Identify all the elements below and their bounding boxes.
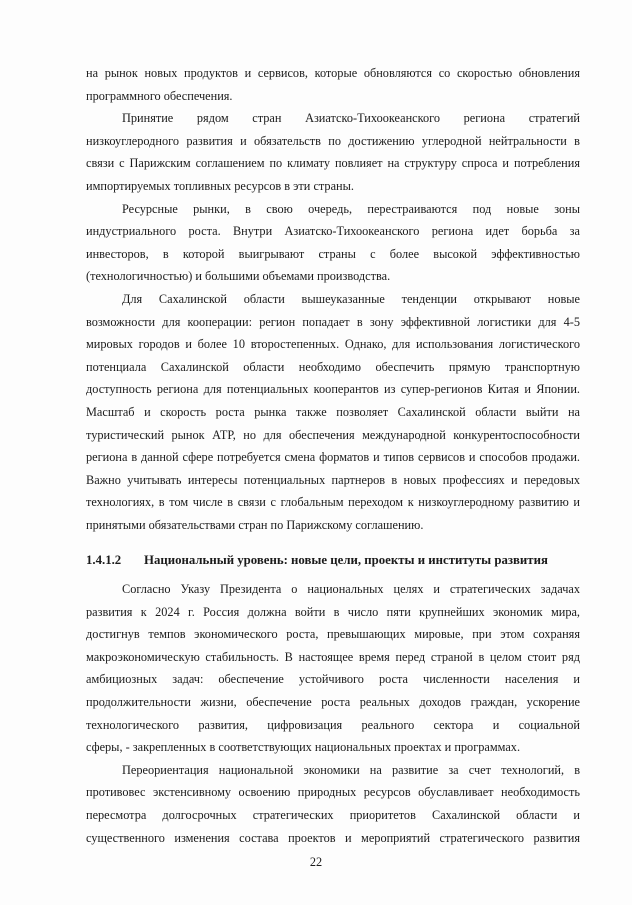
text-line: связи с Парижским соглашением по климату повлияет на структуру спроса и потребления (86, 156, 580, 171)
text-line: низкоуглеродного развития и обязательств по достижению углеродной нейтральности в (86, 133, 580, 148)
text-line: пересмотра долгосрочных стратегических приоритетов Сахалинской области и (86, 808, 580, 822)
paragraph (86, 107, 580, 197)
text-line: Ресурсные рынки, в свою очередь, перестраиваются под новые зоны (122, 201, 580, 216)
text-line: (технологичностью) и большими объемами производства. (86, 269, 391, 284)
paragraph (86, 578, 580, 759)
text-line: продолжительности жизни, обеспечение роста реальных доходов граждан, ускорение (86, 695, 580, 710)
text-line: развития к 2024 г. Россия должна войти в число пяти крупнейших экономик мира, (86, 604, 580, 619)
section-title: Национальный уровень: новые цели, проекты и институты развития (144, 553, 548, 568)
text-line: на рынок новых продуктов и сервисов, которые обновляются со скоростью обновления (86, 66, 580, 80)
text-line: противовес экстенсивному освоению природных ресурсов обуславливает необходимость (86, 785, 580, 800)
text-line: Согласно Указу Президента о национальных целях и стратегических задачах (122, 582, 580, 597)
text-line: амбициозных задач: обеспечение устойчивого роста численности населения и (86, 672, 580, 687)
text-line: Переориентация национальной экономики на развитие за счет технологий, в (122, 762, 580, 777)
text-line: принятыми обязательствами стран по Парижскому соглашению. (86, 517, 424, 532)
page-number: 22 (309, 855, 323, 869)
text-line: сферы, - закрепленных в соответствующих национальных проектах и программах. (86, 740, 521, 755)
text-line: Важно учитывать интересы потенциальных партнеров в новых профессиях и передовых (86, 472, 580, 487)
body-before-heading (86, 62, 580, 536)
text-line: макроэкономическую стабильность. В настоящее время перед страной в целом стоит ряд (86, 649, 580, 664)
text-line: Масштаб и скорость роста рынка также позволяет Сахалинской области выйти на (86, 404, 580, 419)
text-line: программного обеспечения. (86, 88, 233, 103)
paragraph (86, 759, 580, 849)
text-line: импортируемых топливных ресурсов в эти страны. (86, 178, 354, 193)
text-line: существенного изменения состава проектов и мероприятий стратегического развития (86, 830, 580, 845)
text-line: технологиях, в том числе в связи с глобальным переходом к низкоуглеродному развитию и (86, 495, 580, 510)
text-line: Для Сахалинской области вышеуказанные тенденции открывают новые (122, 291, 580, 306)
text-line: Принятие рядом стран Азиатско-Тихоокеанского региона стратегий (122, 111, 580, 126)
text-line: возможности для кооперации: регион попадает в зону эффективной логистики для 4-5 (86, 314, 580, 329)
text-line: мировых городов и более 10 второстепенных. Однако, для использования логистического (86, 337, 580, 352)
text-line: региона в данной сфере потребуется смена форматов и типов сервисов и способов продажи. (86, 450, 580, 465)
paragraph (86, 288, 580, 537)
text-line: инвесторов, в которой выигрывают страны с более высокой эффективностью (86, 246, 580, 261)
section-number: 1.4.1.2 (86, 553, 122, 568)
text-line: туристический рынок АТР, но для обеспечения международной конкурентоспособности (86, 427, 580, 442)
body-after-heading (86, 578, 580, 849)
text-line: достигнув темпов экономического роста, превышающих мировые, при этом сохраняя (86, 627, 580, 642)
paragraph (86, 198, 580, 288)
body-text (86, 62, 580, 849)
text-line: индустриального роста. Внутри Азиатско-Тихоокеанского региона идет борьба за (86, 224, 580, 239)
paragraph (86, 62, 580, 107)
text-line: технологического развития, цифровизация реального сектора и социальной (86, 717, 580, 732)
text-line: доступность региона для потенциальных кооперантов из супер-регионов Китая и Японии. (86, 382, 580, 397)
text-line: потенциала Сахалинской области необходимо обеспечить прямую транспортную (86, 359, 580, 374)
section-heading (86, 549, 580, 572)
